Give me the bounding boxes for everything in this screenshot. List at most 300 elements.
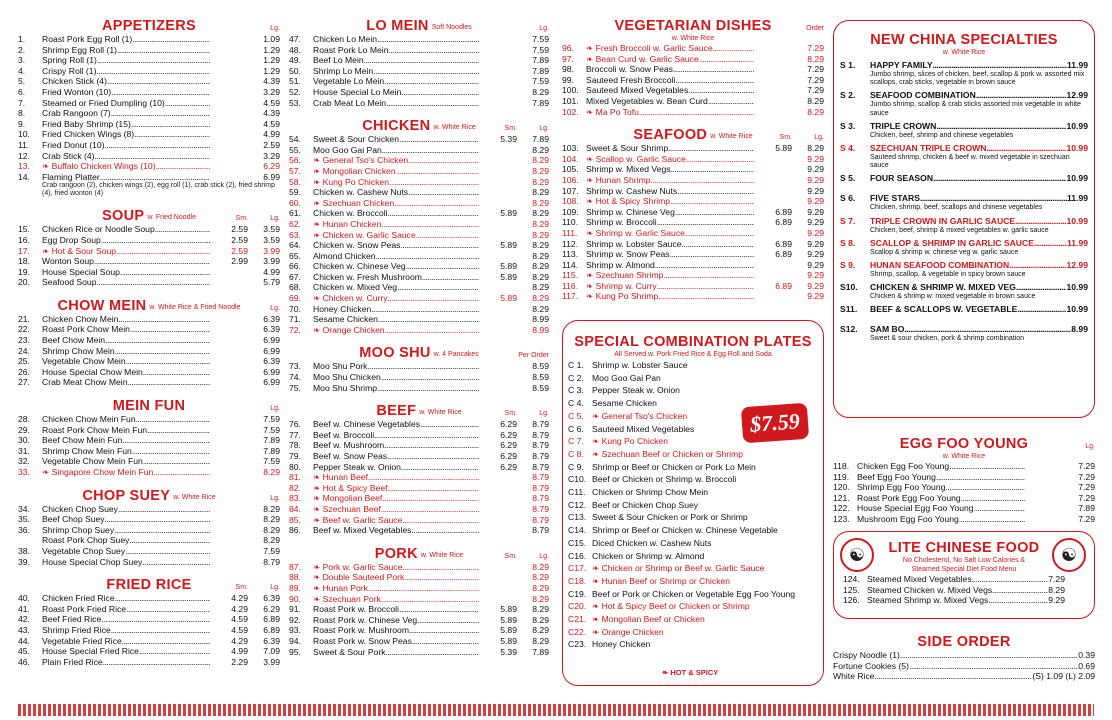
item-number: 96.: [562, 43, 574, 53]
section-note: w. 4 Pancakes: [433, 351, 479, 359]
menu-section-eggfoo: [833, 430, 1095, 525]
menu-section-beef: [289, 397, 549, 536]
price-small: [210, 76, 248, 87]
price-small: [479, 66, 517, 77]
price-small: [210, 557, 248, 568]
price-large: 6.99: [263, 345, 280, 356]
price-large: 9.29: [807, 259, 824, 270]
item-name: Steamed Mixed Vegetables: [867, 574, 972, 584]
price-small: [1025, 514, 1063, 525]
col-small: Sm.: [235, 584, 248, 592]
section-note: w. Fried Noodle: [147, 214, 196, 222]
item-name: Plain Fried Rice: [42, 656, 103, 667]
item-price: 8.99: [1071, 324, 1088, 335]
item-number: 120.: [833, 482, 850, 493]
menu-section-friedrice: [18, 571, 280, 667]
section-title: EGG FOO YOUNG: [899, 436, 1029, 452]
menu-item: [18, 108, 280, 119]
item-number: 113.: [562, 249, 579, 260]
menu-section-seafood: [562, 121, 824, 302]
col-small: [479, 25, 517, 32]
leader-dots: [402, 515, 479, 526]
price-small: [754, 164, 792, 175]
item-number: C17.: [568, 563, 587, 574]
item-number: 77.: [289, 429, 301, 440]
price-large: 8.79: [532, 419, 549, 430]
menu-item: [18, 235, 280, 246]
menu-item: [18, 224, 280, 235]
item-name: ❧ Mongolian Chicken: [313, 165, 396, 176]
menu-item: [18, 129, 280, 140]
section-header: [18, 12, 280, 34]
item-name: Honey Chicken: [592, 639, 651, 650]
menu-item: [289, 230, 549, 241]
item-name: FIVE STARS: [870, 193, 920, 204]
dragon-icon: ☯: [1052, 538, 1086, 572]
leader-dots: [904, 324, 1071, 335]
section-note: w. White Rice: [420, 551, 464, 559]
menu-item: [562, 164, 824, 175]
price-large: 8.29: [532, 293, 549, 304]
item-name: ❧ Chicken or Shrimp or Beef w. Garlic Sauce: [592, 563, 765, 574]
item-price: 10.99: [1066, 304, 1088, 315]
price-large: 1.29: [263, 55, 280, 66]
menu-item: [562, 143, 824, 154]
menu-item: [562, 228, 824, 239]
item-number: 80.: [289, 461, 301, 472]
item-number: 24.: [18, 345, 30, 356]
item-number: 100.: [562, 85, 579, 96]
col-large: Lg.: [814, 134, 824, 142]
leader-dots: [376, 251, 479, 262]
price-large: 7.89: [1078, 503, 1095, 514]
item-name: Sweet & Sour Pork: [313, 646, 386, 657]
leader-dots: [657, 217, 754, 228]
price-large: 9.29: [807, 196, 824, 207]
menu-item: [18, 76, 280, 87]
leader-dots: [118, 314, 210, 325]
leader-dots: [686, 154, 754, 165]
specialty-item: [840, 238, 1088, 249]
menu-item: [289, 314, 549, 325]
leader-dots: [116, 246, 210, 257]
item-number: 107.: [562, 185, 579, 196]
menu-item: [289, 572, 549, 583]
menu-item: [289, 625, 549, 636]
leader-dots: [988, 595, 1048, 606]
item-name: Chicken w. Cashew Nuts: [313, 187, 409, 198]
price-small: 2.29: [231, 656, 248, 667]
price-large: 4.39: [263, 76, 280, 87]
menu-item: [18, 161, 280, 172]
price-large: 8.29: [532, 572, 549, 583]
item-name: Chicken or Shrimp Chow Mein: [592, 487, 709, 498]
price-large: 3.99: [263, 256, 280, 267]
menu-item: [289, 166, 549, 177]
item-name: Moo Goo Gai Pan: [313, 144, 382, 155]
item-name: ❧ Hunan Beef or Shrimp or Chicken: [592, 575, 731, 586]
column-headers: [754, 134, 824, 141]
price-large: 8.59: [532, 372, 549, 383]
price-large: 8.29: [532, 614, 549, 625]
item-price: 10.99: [1066, 173, 1088, 184]
section-header: [289, 339, 549, 361]
price-large: 7.29: [1078, 482, 1095, 493]
item-name: Beef w. Broccoli: [313, 429, 375, 440]
price-large: 9.29: [807, 291, 824, 302]
leader-dots: [364, 55, 479, 66]
menu-item: [289, 134, 549, 145]
item-number: 104.: [562, 153, 579, 164]
item-number: C18.: [568, 575, 587, 586]
menu-item: [562, 217, 824, 228]
item-number: 44.: [18, 635, 30, 646]
price-large: 7.59: [263, 456, 280, 467]
item-name: Chicken Stick (4): [42, 76, 107, 87]
price-small: 2.59: [231, 245, 248, 256]
item-number: C12.: [568, 499, 587, 510]
section-title: NEW CHINA SPECIALTIES: [870, 32, 1058, 48]
leader-dots: [111, 625, 210, 636]
menu-item: [289, 155, 549, 166]
price-large: 8.29: [532, 229, 549, 240]
item-number: C23.: [568, 639, 587, 650]
item-number: C14.: [568, 525, 587, 536]
price-large: 6.99: [263, 366, 280, 377]
item-number: 101.: [562, 95, 579, 106]
item-number: 102.: [562, 106, 579, 117]
item-number: 71.: [289, 314, 301, 325]
section-title: PORK: [374, 545, 418, 562]
menu-item: [18, 636, 280, 647]
item-name: Steamed or Fried Dumpling (10): [42, 97, 165, 108]
menu-item: [289, 34, 549, 45]
menu-item: [18, 335, 280, 346]
item-number: 33.: [18, 467, 30, 477]
item-number: 4.: [18, 65, 26, 76]
menu-item: [289, 361, 549, 372]
price-large: 8.29: [532, 582, 549, 593]
item-price: 7.29: [1048, 574, 1065, 584]
price-large: 7.59: [532, 44, 549, 55]
menu-section-chopsuey: [18, 482, 280, 568]
leader-dots: [945, 482, 1025, 493]
section-header: [18, 571, 280, 593]
section-subtitle: All Served w. Pork Fried Rice & Egg Roll and Soda: [614, 351, 772, 358]
specialty-item: [840, 193, 1088, 204]
leader-dots: [408, 155, 479, 166]
item-number: 61.: [289, 208, 301, 219]
leader-dots: [677, 186, 754, 197]
item-number: 98.: [562, 64, 574, 75]
price-small: [210, 129, 248, 140]
menu-section-pork: [289, 540, 549, 657]
menu-item: [18, 55, 280, 66]
item-price: 10.99: [1066, 215, 1088, 226]
item-number: C 3.: [568, 385, 584, 396]
menu-item: [18, 277, 280, 288]
price-large: 8.79: [532, 461, 549, 472]
leader-dots: [936, 472, 1025, 483]
menu-item: [18, 119, 280, 130]
item-number: 89.: [289, 582, 301, 593]
menu-item: [18, 425, 280, 436]
decorative-border: [18, 704, 1094, 716]
price-small: [479, 515, 517, 526]
leader-dots: [976, 90, 1067, 101]
column-headers: [210, 25, 280, 32]
item-number: 115.: [562, 270, 579, 281]
price-small: 4.59: [231, 624, 248, 635]
item-number: 39.: [18, 556, 30, 567]
item-name: ❧ Beef w. Garlic Sauce: [313, 514, 403, 525]
price-small: [210, 151, 248, 162]
leader-dots: [409, 625, 479, 636]
item-number: 52.: [289, 86, 301, 97]
price-large: 8.29: [532, 635, 549, 646]
leader-dots: [381, 372, 479, 383]
item-number: S 5.: [840, 173, 856, 184]
item-name: Moo Shu Chicken: [313, 372, 381, 383]
section-title: SEAFOOD: [633, 127, 708, 144]
item-number: 78.: [289, 440, 301, 451]
price-large: 9.29: [807, 217, 824, 228]
leader-dots: [1009, 260, 1066, 271]
price-large: 7.89: [532, 134, 549, 145]
price-large: 6.39: [263, 313, 280, 324]
item-description: Shrimp, scallop, & vegetable in spicy brown sauce: [870, 271, 1026, 279]
item-name: BEEF & SCALLOPS W. VEGETABLE: [870, 304, 1018, 315]
menu-item: [562, 239, 824, 250]
col-small: [210, 495, 248, 502]
price-large: 8.59: [532, 361, 549, 372]
price-small: [210, 324, 248, 335]
item-number: 19.: [18, 266, 30, 277]
item-number: C21.: [568, 614, 587, 625]
leader-dots: [156, 161, 210, 172]
menu-item: [289, 87, 549, 98]
section-title: CHOP SUEY: [82, 487, 171, 504]
column-headers: [479, 125, 549, 132]
menu-item: [562, 64, 824, 75]
item-name: Chicken w. Broccoli: [313, 208, 388, 219]
section-note: w. White Rice: [710, 133, 753, 141]
section-title: CHICKEN: [362, 118, 431, 135]
price-small: 5.89: [500, 604, 517, 615]
price-small: [210, 66, 248, 77]
leader-dots: [105, 514, 210, 525]
price-small: 6.29: [500, 451, 517, 461]
item-number: [18, 535, 42, 546]
price-small: [210, 456, 248, 467]
price-small: 6.29: [500, 419, 517, 430]
item-number: 29.: [18, 424, 30, 435]
item-number: C 1.: [568, 360, 584, 370]
leader-dots: [142, 557, 210, 568]
leader-dots: [94, 256, 210, 267]
item-name: FOUR SEASON: [870, 173, 934, 184]
item-number: 116.: [562, 280, 579, 291]
price-small: [754, 64, 792, 75]
price-large: 8.29: [807, 143, 824, 154]
leader-dots: [105, 140, 210, 151]
menu-item: [289, 583, 549, 594]
leader-dots: [397, 282, 479, 293]
leader-dots: [651, 175, 754, 186]
item-number: C 8.: [568, 448, 584, 459]
col-small: [479, 352, 517, 359]
menu-item: [833, 574, 1095, 585]
item-number: 110.: [562, 217, 579, 228]
price-small: [479, 372, 517, 383]
item-number: S 2.: [840, 90, 856, 101]
price-large: 9.29: [807, 206, 824, 217]
leader-dots: [670, 249, 754, 260]
item-name: Beef or Chicken Chop Suey: [592, 499, 699, 510]
item-name: ❧ Orange Chicken: [313, 324, 385, 335]
price-small: 4.29: [231, 603, 248, 614]
item-number: 43.: [18, 624, 30, 635]
leader-dots: [368, 583, 479, 594]
item-name: Pepper Steak w. Onion: [592, 385, 680, 396]
leader-dots: [639, 107, 754, 118]
price-small: [479, 594, 517, 605]
price-large: 2.59: [263, 139, 280, 150]
price-small: [210, 435, 248, 446]
item-price: 10.99: [1066, 143, 1088, 154]
price-small: [754, 85, 792, 96]
item-number: 17.: [18, 245, 30, 256]
menu-section-meinfun: [18, 392, 280, 478]
price-small: [754, 186, 792, 197]
leader-dots: [420, 419, 479, 430]
price-small: [210, 467, 248, 478]
item-name: SAM BO: [870, 324, 905, 335]
leader-dots: [949, 461, 1025, 472]
leader-dots: [417, 615, 479, 626]
menu-item: [833, 585, 1095, 596]
section-title: FRIED RICE: [106, 577, 192, 594]
price-large: 6.89: [263, 614, 280, 625]
col-large: Lg.: [1085, 443, 1095, 450]
leader-dots: [668, 143, 754, 154]
item-name: House Special Lo Mein: [313, 86, 402, 97]
price-small: [754, 260, 792, 271]
price-large: 7.89: [532, 55, 549, 66]
item-name: ❧ Mongolian Beef or Chicken: [592, 614, 705, 625]
leader-dots: [95, 151, 210, 162]
specialty-item: [840, 60, 1088, 71]
leader-dots: [111, 87, 210, 98]
item-number: 38.: [18, 545, 30, 556]
price-small: [210, 525, 248, 536]
price-large: 8.29: [263, 514, 280, 525]
menu-item: [833, 493, 1095, 504]
section-note: w. White Rice: [433, 124, 476, 132]
item-name: Beef Egg Foo Young: [857, 471, 936, 482]
item-name: Roast Pork Egg Foo Young: [857, 492, 961, 503]
price-large: 7.59: [532, 34, 549, 44]
item-name: ❧ Orange Chicken: [592, 626, 664, 637]
leader-dots: [101, 235, 210, 246]
price-small: [210, 277, 248, 288]
item-number: 99.: [562, 74, 574, 85]
item-name: Roast Pork w. Chinese Veg: [313, 614, 418, 625]
leader-dots: [412, 636, 479, 647]
price-small: [1025, 461, 1063, 472]
price-small: [210, 546, 248, 557]
menu-item: [289, 66, 549, 77]
item-number: 72.: [289, 324, 301, 335]
col-large: Lg.: [270, 584, 280, 592]
menu-item: [289, 383, 549, 394]
item-name: Crab Meat Lo Mein: [313, 97, 387, 108]
leader-dots: [401, 462, 479, 473]
item-name: ❧ Chicken w. Garlic Sauce: [313, 229, 416, 240]
item-name: Beef Fried Rice: [42, 614, 102, 625]
price-large: 8.29: [263, 467, 280, 477]
item-name: Beef Chow Mein: [42, 335, 106, 346]
menu-item: [18, 140, 280, 151]
price-small: 2.59: [231, 234, 248, 245]
menu-item: [289, 325, 549, 336]
price-large: 7.29: [1078, 471, 1095, 482]
price-large: 8.29: [807, 95, 824, 106]
menu-item: [562, 175, 824, 186]
price-small: [479, 572, 517, 583]
item-name: SEAFOOD COMBINATION: [870, 90, 976, 101]
leader-dots: [1017, 304, 1066, 315]
item-name: Shrimp Chow Mein Fun: [42, 445, 132, 456]
price-small: 4.59: [231, 614, 248, 625]
item-number: 35.: [18, 514, 30, 525]
price-large: 8.99: [532, 324, 549, 335]
leader-dots: [143, 456, 210, 467]
item-name: House Special Chop Suey: [42, 556, 143, 567]
item-number: 69.: [289, 293, 301, 304]
price-small: [479, 34, 517, 45]
item-name: ❧ Fresh Broccoli w. Garlic Sauce: [586, 43, 713, 53]
specialty-item: [840, 324, 1088, 335]
leader-dots: [377, 34, 479, 45]
menu-item: [289, 493, 549, 504]
side-item: [833, 650, 1095, 661]
leader-dots: [382, 493, 479, 504]
price-small: [210, 425, 248, 436]
section-title: SOUP: [102, 208, 145, 225]
leader-dots: [422, 272, 479, 283]
price-large: 8.29: [532, 144, 549, 155]
leader-dots: [381, 504, 479, 515]
item-number: 27.: [18, 377, 30, 388]
item-number: 1.: [18, 34, 26, 44]
combination-plates-box: [562, 320, 824, 686]
price-large: 1.29: [263, 44, 280, 55]
price-large: 3.59: [263, 224, 280, 235]
leader-dots: [959, 514, 1025, 525]
price-large: 8.29: [263, 524, 280, 535]
item-number: 50.: [289, 65, 301, 76]
menu-item: [289, 419, 549, 430]
item-name: Moo Goo Gai Pan: [592, 372, 661, 383]
price-small: [210, 108, 248, 119]
specialty-item: [840, 260, 1088, 271]
price-small: [210, 514, 248, 525]
item-name: Beef or Pork or Chicken or Vegetable Egg Foo Young: [592, 588, 796, 599]
col-small: [210, 305, 248, 312]
leader-dots: [974, 503, 1025, 514]
section-header: [840, 26, 1088, 48]
